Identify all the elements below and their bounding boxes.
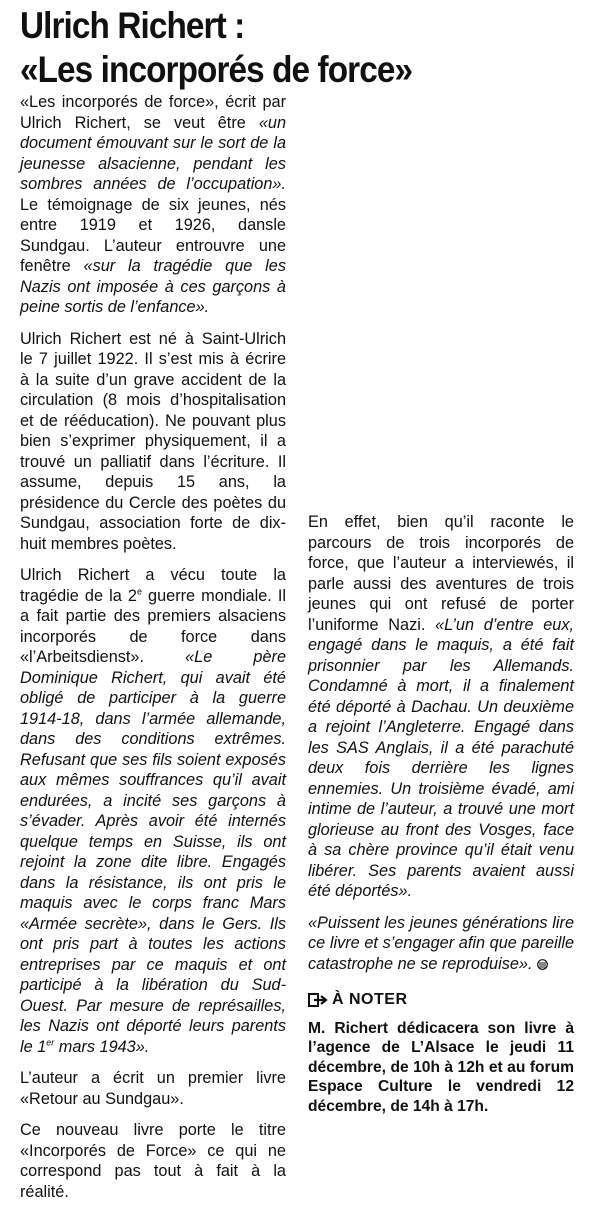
end-mark-icon <box>537 959 548 970</box>
note-heading-label: À NOTER <box>332 991 408 1008</box>
title-line-2: «Les incorporés de force» <box>20 49 413 90</box>
paragraph-war-story <box>20 565 286 1057</box>
war-quote: «Le père Dominique Richert, qui avait été obligé de participer à la guerre 1914-18, dans l’armée allemande, dans des conditions extrêmes. Refusant que ses fils soient exposés aux mêmes souffrances qu’il avait endurées, a incité ses garçons à s’évader. Après avoir été internés quelque temps en Suisse, ils ont rejoint la zone dite libre. Engagés dans la résistance, ils ont pris le maquis avec le corps franc Mars «Armée secrète», dans le Gers. Ils ont pris part à toutes les actions entreprises par ce maquis et ont participé à la libération du Sud-Ouest. Par mesure de représailles, les Nazis ont déporté leurs parents le 1 <box>20 648 287 1056</box>
intro-quote-1: «un document émouvant sur le sort de la jeunesse alsacienne, pendant les sombres années de l’occupation». <box>20 113 286 193</box>
war-quote-end: mars 1943». <box>54 1037 150 1056</box>
war-sup-2: er <box>46 1037 55 1048</box>
paragraph-intro <box>20 92 286 318</box>
intro-quote-2: «sur la tragédie que les Nazis ont imposée à ces garçons à peine sortis de l’enfance». <box>20 257 286 316</box>
intro-text-2: Le témoignage de six jeunes, nés entre 1919 et 1926, dansle Sundgau. L’auteur entrouvre une fenêtre <box>20 195 286 275</box>
closing-quote-text: «Puissent les jeunes générations lire ce livre et s’engager afin que pareille catastrophe ne se reproduise». <box>308 913 574 973</box>
intro-text-1: «Les incorporés de force», écrit par Ulrich Richert, se veut être <box>20 93 286 132</box>
paragraph-new-book: Ce nouveau livre porte le titre «Incorporés de Force» ce qui ne correspond pas tout à fait à la réalité. <box>20 1121 286 1201</box>
arrow-right-box-icon <box>308 992 328 1008</box>
war-text-2: guerre mondiale. Il a fait partie des premiers alsaciens incorporés de force dans «l’Arbeitsdienst». <box>20 586 287 666</box>
note-heading <box>308 990 574 1011</box>
paragraph-stories <box>308 512 574 902</box>
right-column <box>308 512 574 1116</box>
war-sup-1: e <box>136 586 142 597</box>
stories-text: En effet, bien qu’il raconte le parcours de trois incorporés de force, que l’auteur a interviewés, il parle aussi des aventures de trois jeunes qui ont refusé de porter l’uniforme Nazi. <box>308 513 574 634</box>
title-line-1: Ulrich Richert : <box>20 5 245 46</box>
paragraph-first-book: L’auteur a écrit un premier livre «Retour au Sundgau». <box>20 1069 286 1108</box>
paragraph-closing-quote <box>308 913 574 975</box>
stories-quote: «L’un d’entre eux, engagé dans le maquis, a été fait prisonnier par les Allemands. Condamné à mort, il a finalement été déporté à Dachau. Un deuxième a rejoint l’Angleterre. Engagé dans les SAS Anglais, il a été parachuté deux fois derrière les lignes ennemies. Un troisième évadé, ami intime de l’auteur, a trouvé une mort glorieuse au front des Vosges, face à sa chère province qu’il était venu libérer. Ses parents avaient aussi été déportés». <box>308 615 574 900</box>
article-title <box>20 4 524 92</box>
paragraph-author-bio: Ulrich Richert est né à Saint-Ulrich le 7 juillet 1922. Il s’est mis à écrire à la suite d’un grave accident de la circulation (8 mois d’hospitalisation et de rééducation). Ne pouvant plus bien s’exprimer physiquement, il a trouvé un palliatif dans l’écriture. Il assume, depuis 15 ans, la présidence du Cercle des poètes du Sundgau, association forte de dix-huit membres poètes. <box>20 329 286 553</box>
war-text-1: Ulrich Richert a vécu toute la tragédie de la 2 <box>20 566 286 605</box>
note-body: M. Richert dédicacera son livre à l’agence de L’Alsace le jeudi 11 décembre, de 10h à 12h et au forum Espace Culture le vendredi 12 décembre, de 14h à 17h. <box>308 1019 574 1115</box>
left-column <box>20 92 286 1213</box>
